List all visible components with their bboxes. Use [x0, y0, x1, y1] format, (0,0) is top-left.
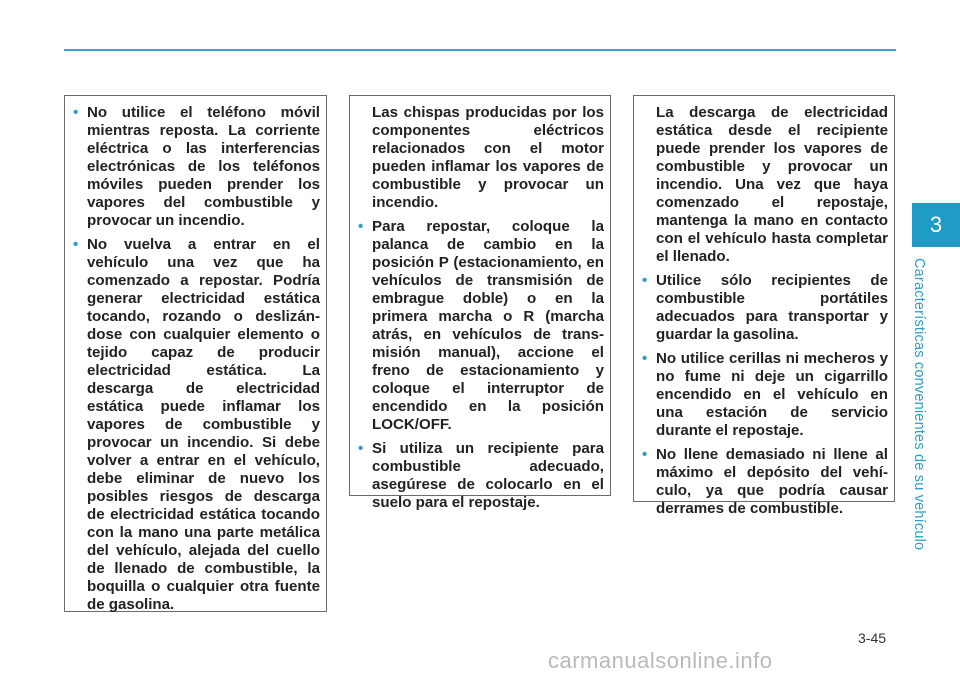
bullet-icon: •	[642, 350, 648, 367]
bullet-icon: •	[642, 446, 648, 463]
bullet-item	[642, 350, 888, 440]
header-rule	[64, 49, 896, 51]
bullet-item	[73, 236, 320, 614]
chapter-number: 3	[929, 212, 943, 237]
bullet-item	[642, 272, 888, 344]
warning-box-3-content	[634, 96, 894, 524]
paragraph	[358, 104, 604, 212]
item-text: No llene demasiado ni llene al máximo el depósito del vehí-culo, ya que podría causar derrames de combustible.	[656, 446, 888, 517]
item-text: No vuelva a entrar en el vehículo una vez que ha comenzado a repostar. Podría generar electricidad estática tocando, rozando o deslizán-dose con cualquier elemento o tejido capaz de producir electricidad estática. La descarga de electricidad estática puede inflamar los vapores de combustible y provocar un incendio. Si debe volver a entrar en el vehículo, debe eliminar de nuevo los posibles riesgos de descarga de electricidad estática tocando con la mano una parte metálica del vehículo, alejada del cuello de llenado de combustible, la boquilla o cualquier otra fuente de gasolina.	[87, 236, 320, 613]
chapter-tab[interactable]	[912, 203, 960, 247]
item-text: La descarga de electricidad estática desde el recipiente puede prender los vapores de combustible y provocar un incendio. Una vez que haya comenzado el repostaje, mantenga la mano en contacto con el vehículo hasta completar el llenado.	[656, 104, 888, 265]
item-text: Para repostar, coloque la palanca de cambio en la posición P (estacionamiento, en vehículos de transmisión de embrague doble) o en la primera marcha o R (marcha atrás, en vehículos de trans-misión manual), accione el freno de estacionamiento y coloque el interruptor de encendido en la posición LOCK/OFF.	[372, 218, 604, 433]
bullet-icon: •	[642, 272, 648, 289]
warning-box-2-content	[350, 96, 610, 518]
bullet-icon: •	[73, 236, 79, 253]
bullet-item	[73, 104, 320, 230]
warning-box-1	[64, 95, 327, 612]
paragraph	[642, 104, 888, 266]
watermark: carmanualsonline.info	[548, 648, 773, 673]
bullet-item	[358, 218, 604, 434]
item-text: Si utiliza un recipiente para combustible adecuado, asegúrese de colocarlo en el suelo para el repostaje.	[372, 440, 604, 511]
bullet-icon: •	[358, 440, 364, 457]
item-text: No utilice el teléfono móvil mientras reposta. La corriente eléctrica o las interferencias electrónicas de los teléfonos móviles pueden prender los vapores del combustible y provocar un incendio.	[87, 104, 320, 229]
warning-box-3	[633, 95, 895, 517]
bullet-item	[642, 446, 888, 518]
chapter-title: Características convenientes de su vehículo	[911, 258, 927, 551]
item-text: No utilice cerillas ni mecheros y no fume ni deje un cigarrillo encendido en el vehículo en una estación de servicio durante el repostaje.	[656, 350, 888, 439]
item-text: Las chispas producidas por los componentes eléctricos relacionados con el motor pueden inflamar los vapores de combustible y provocar un incendio.	[372, 104, 604, 211]
item-text: Utilice sólo recipientes de combustible portátiles adecuados para transportar y guardar la gasolina.	[656, 272, 888, 343]
bullet-icon: •	[358, 218, 364, 235]
page-number: 3-45	[858, 630, 887, 646]
warning-box-1-content	[65, 96, 326, 620]
warning-box-2	[349, 95, 611, 511]
bullet-item	[358, 440, 604, 512]
bullet-icon: •	[73, 104, 79, 121]
